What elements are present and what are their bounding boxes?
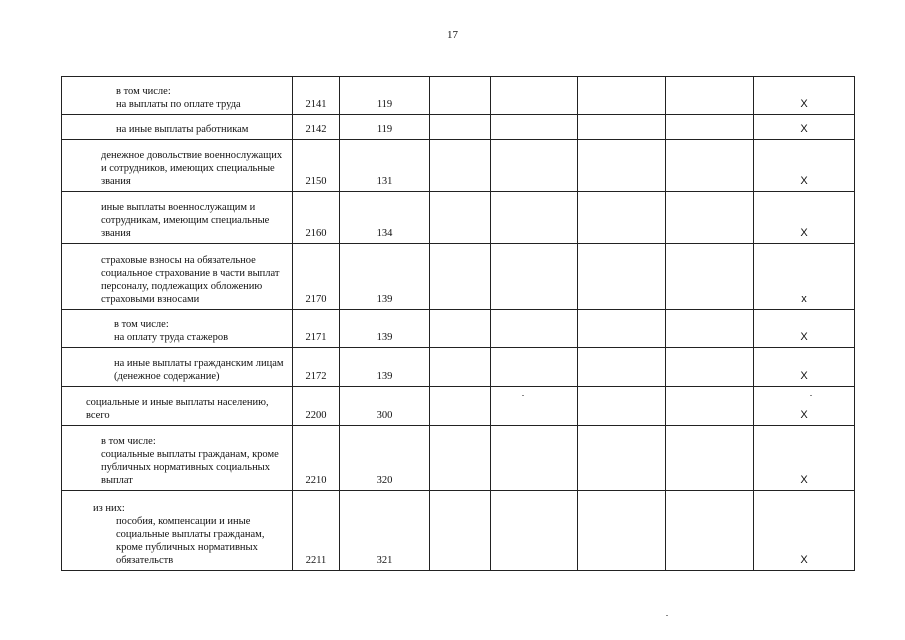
row-kosgu-cell: 131 [340,140,430,192]
empty-cell [491,348,578,387]
row-mark-cell: X [754,310,855,348]
scan-speck [522,395,524,396]
row-kosgu-cell: 321 [340,491,430,571]
row-name-cell [62,77,293,115]
empty-cell [578,387,666,426]
empty-cell [430,244,491,310]
row-mark-cell: X [754,426,855,491]
empty-cell [666,77,754,115]
empty-cell [578,491,666,571]
empty-cell [430,426,491,491]
empty-cell [430,310,491,348]
row-code-cell: 2211 [293,491,340,571]
budget-table [61,76,855,571]
scan-speck [666,615,668,616]
empty-cell [430,491,491,571]
empty-cell [666,387,754,426]
row-kosgu-cell: 134 [340,192,430,244]
empty-cell [430,140,491,192]
empty-cell [491,192,578,244]
row-code-cell: 2170 [293,244,340,310]
row-name-text: на иные выплаты работникам [116,124,249,135]
row-mark-cell: X [754,348,855,387]
table-row [62,426,855,491]
row-name-cell [62,244,293,310]
empty-cell [430,77,491,115]
table-row [62,387,855,426]
row-code-cell: 2141 [293,77,340,115]
row-kosgu-cell: 119 [340,77,430,115]
row-lead-text: в том числе: [101,436,156,447]
table-row [62,244,855,310]
empty-cell [666,491,754,571]
table-row [62,310,855,348]
row-name-text: на оплату труда стажеров [114,332,229,343]
row-code-cell: 2200 [293,387,340,426]
row-kosgu-cell: 139 [340,244,430,310]
table-row [62,491,855,571]
empty-cell [430,115,491,140]
row-name-text: пособия, компенсации и иные социальные выплаты гражданам, кроме публичных нормативных обязательств [116,516,265,566]
row-name-text: иные выплаты военнослужащим и сотрудникам, имеющим специальные звания [101,202,270,239]
row-code-cell: 2142 [293,115,340,140]
empty-cell [666,244,754,310]
empty-cell [430,387,491,426]
row-mark-cell: X [754,140,855,192]
empty-cell [578,140,666,192]
row-lead-text: из них: [93,503,125,514]
row-kosgu-cell: 300 [340,387,430,426]
empty-cell [578,192,666,244]
empty-cell [430,192,491,244]
row-name-text: социальные и иные выплаты населению, всего [86,397,269,421]
empty-cell [666,310,754,348]
empty-cell [666,115,754,140]
row-code-cell: 2171 [293,310,340,348]
row-mark-cell: X [754,491,855,571]
row-code-cell: 2172 [293,348,340,387]
row-code-cell: 2150 [293,140,340,192]
row-lead-text: в том числе: [114,319,169,330]
empty-cell [430,348,491,387]
table-row [62,77,855,115]
row-name-text: страховые взносы на обязательное социальное страхование в части выплат персоналу, подлежащих обложению страховыми взносами [101,255,280,305]
empty-cell [666,348,754,387]
empty-cell [578,310,666,348]
empty-cell [491,491,578,571]
row-name-text: на выплаты по оплате труда [116,99,241,110]
row-name-cell [62,310,293,348]
row-kosgu-cell: 139 [340,310,430,348]
empty-cell [666,426,754,491]
row-mark-cell: X [754,192,855,244]
table-row [62,348,855,387]
empty-cell [666,140,754,192]
row-name-cell [62,115,293,140]
row-name-cell [62,426,293,491]
row-code-cell: 2160 [293,192,340,244]
row-name-cell [62,140,293,192]
row-mark-cell: X [754,387,855,426]
row-lead-text: в том числе: [116,86,171,97]
row-mark-cell: X [754,77,855,115]
empty-cell [578,115,666,140]
table-row [62,140,855,192]
row-kosgu-cell: 139 [340,348,430,387]
empty-cell [578,77,666,115]
empty-cell [666,192,754,244]
row-kosgu-cell: 119 [340,115,430,140]
empty-cell [491,115,578,140]
row-name-cell [62,387,293,426]
page-number: 17 [447,29,458,41]
scan-speck [810,395,812,396]
row-name-cell [62,491,293,571]
empty-cell [491,387,578,426]
row-mark-cell: x [754,244,855,310]
table-row [62,115,855,140]
table-row [62,192,855,244]
row-kosgu-cell: 320 [340,426,430,491]
row-name-text: социальные выплаты гражданам, кроме публичных нормативных социальных выплат [101,449,279,486]
empty-cell [491,310,578,348]
row-mark-cell: X [754,115,855,140]
empty-cell [491,77,578,115]
empty-cell [578,244,666,310]
row-name-cell [62,192,293,244]
empty-cell [491,244,578,310]
row-name-text: денежное довольствие военнослужащих и сотрудников, имеющих специальные звания [101,150,283,187]
empty-cell [491,140,578,192]
row-name-text: на иные выплаты гражданским лицам (денежное содержание) [114,358,284,382]
row-name-cell [62,348,293,387]
empty-cell [578,426,666,491]
empty-cell [491,426,578,491]
empty-cell [578,348,666,387]
row-code-cell: 2210 [293,426,340,491]
